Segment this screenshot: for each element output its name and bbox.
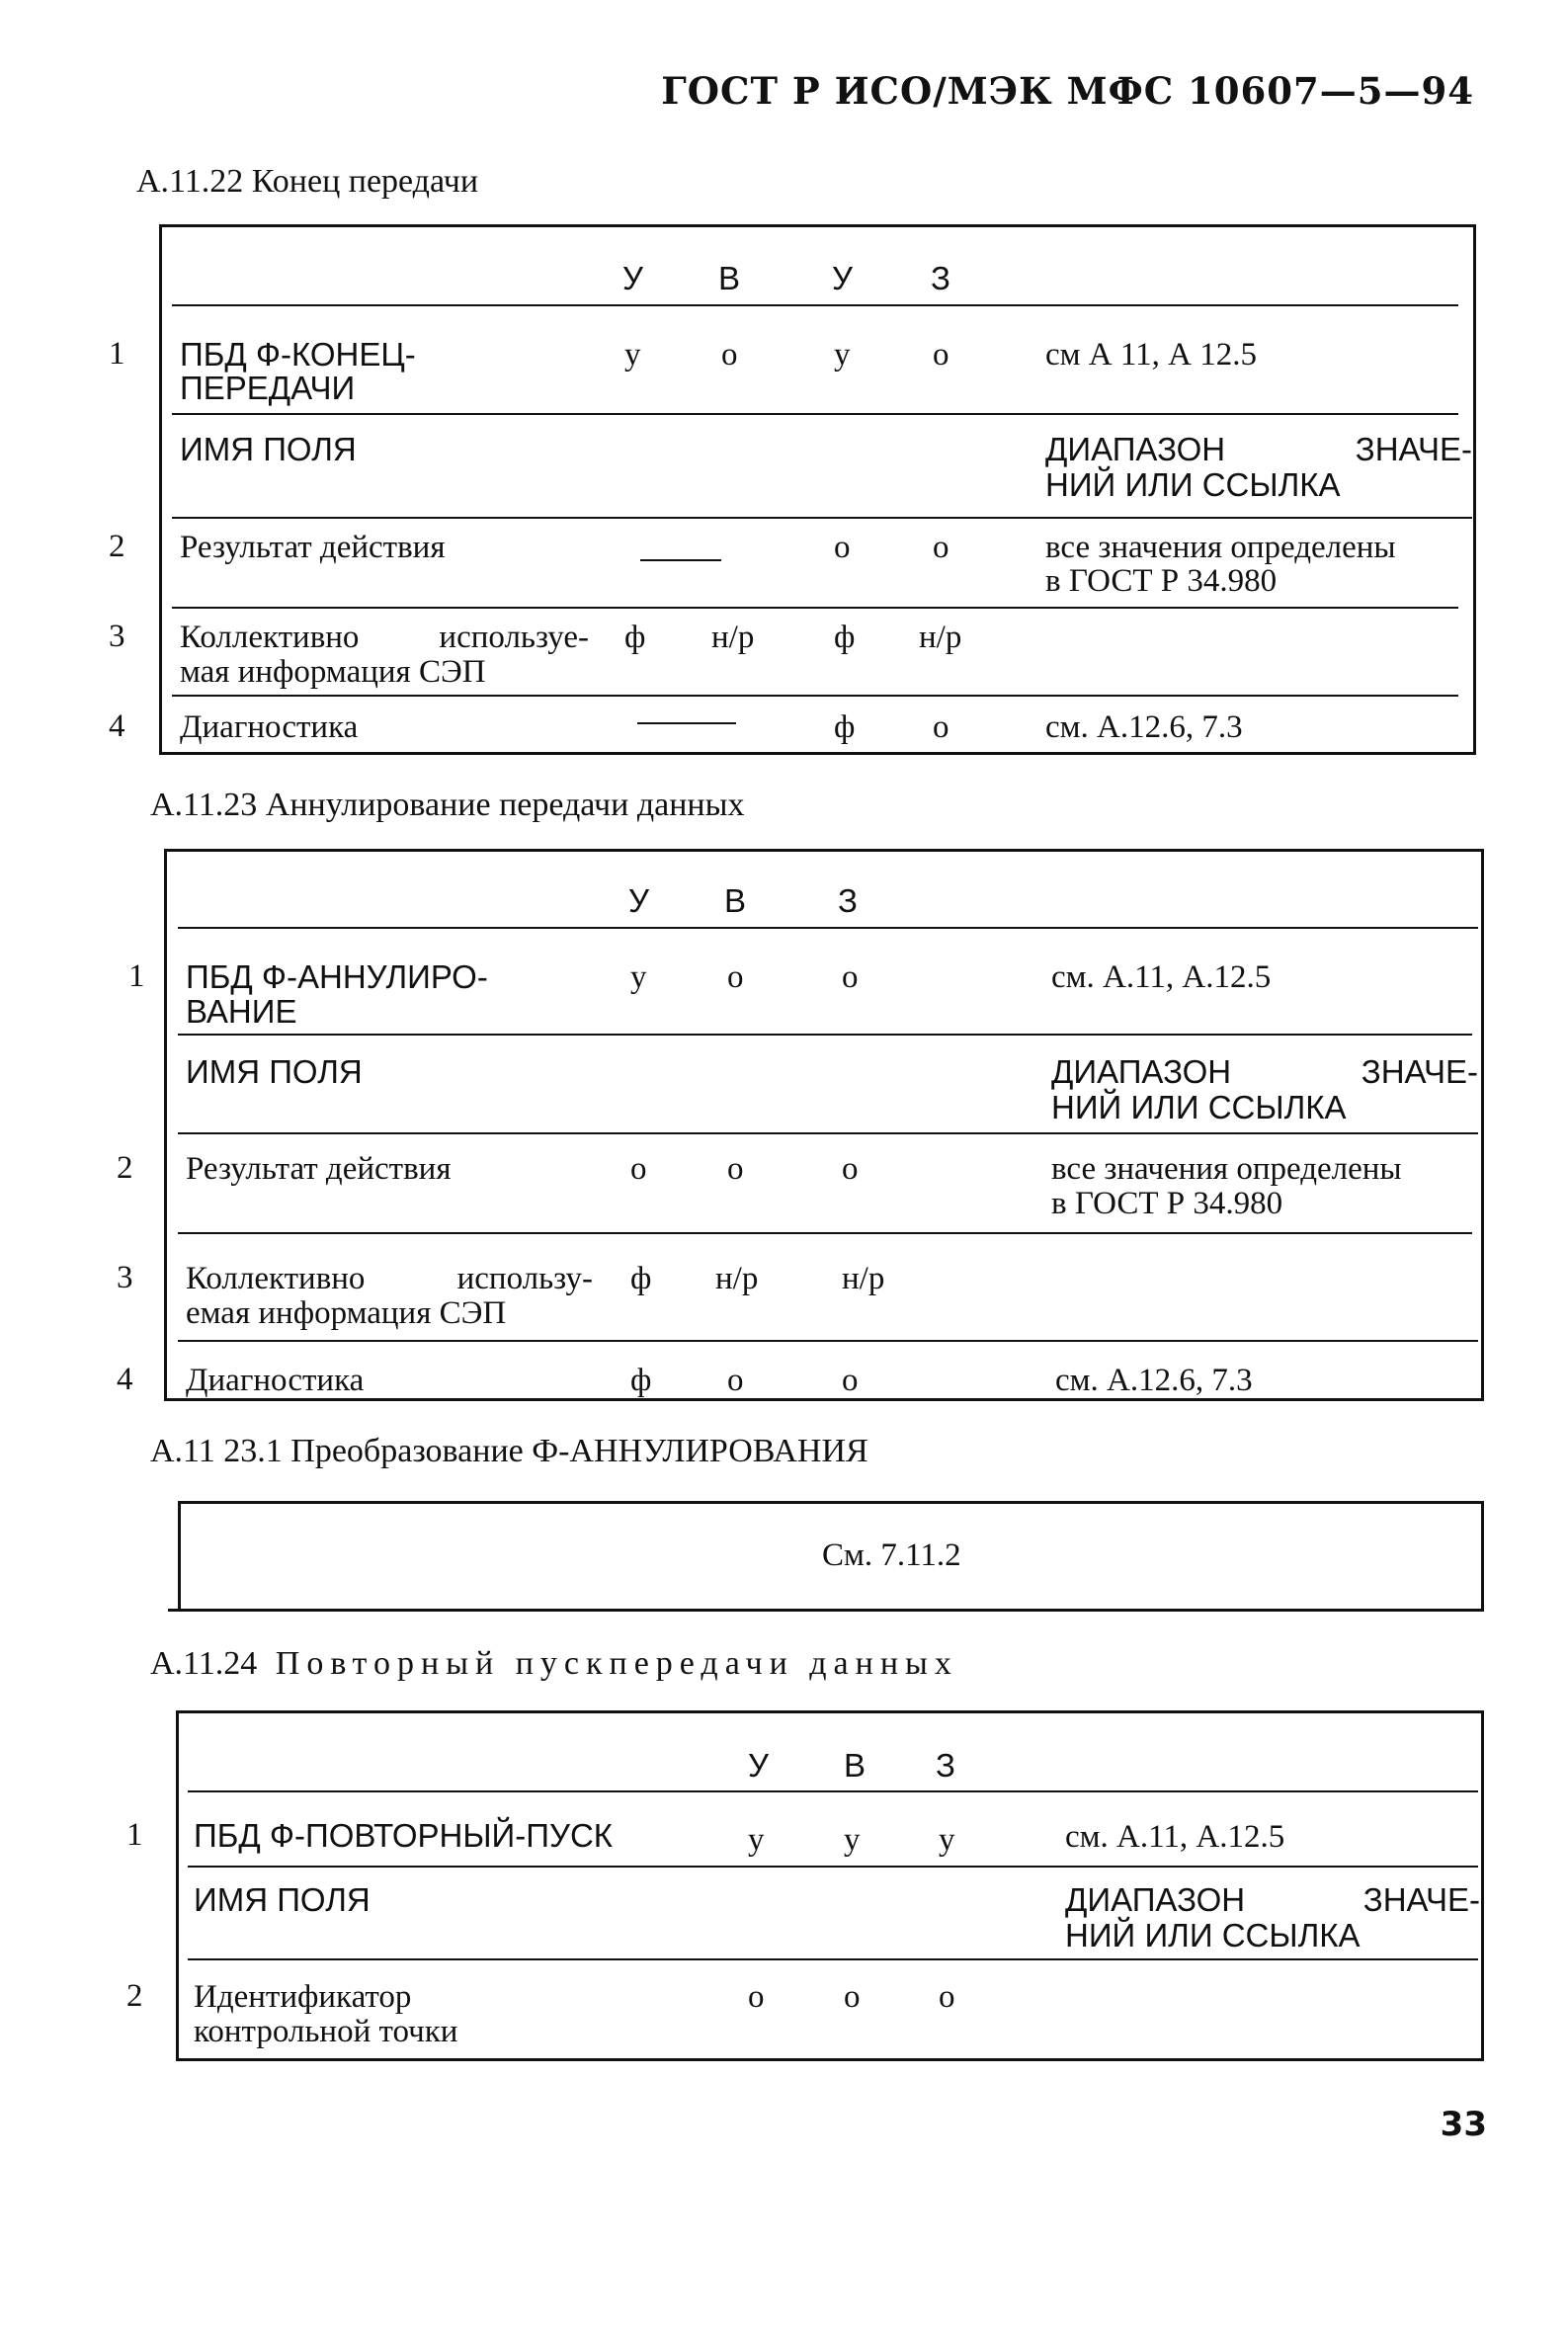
row-number: 4	[109, 708, 125, 744]
cell-value: у	[939, 1822, 955, 1858]
row-divider	[178, 1132, 1478, 1134]
field-name: Результат действия	[180, 530, 446, 565]
table-right-rule	[1481, 849, 1484, 1399]
section-title-a11-24: А.11.24 Повторный пускпередачи данных	[150, 1645, 958, 1682]
field-name: Диагностика	[180, 709, 359, 745]
range-header: НИЙ ИЛИ ССЫЛКА	[1051, 1089, 1347, 1125]
cell-value: о	[933, 337, 949, 373]
cell-value: о	[834, 530, 851, 565]
table-left-rule	[164, 849, 167, 1399]
pdu-name: ПБД Ф-КОНЕЦ-	[180, 336, 416, 373]
pdu-name: ПБД Ф-АННУЛИРО-	[186, 958, 488, 995]
section-title-a11-23-1: А.11 23.1 Преобразование Ф-АННУЛИРОВАНИЯ	[150, 1433, 868, 1469]
cell-value: ф	[834, 620, 856, 655]
section-title-a11-23: А.11.23 Аннулирование передачи данных	[150, 787, 745, 823]
range-header: ДИАПАЗОН ЗНАЧЕ-	[1045, 431, 1472, 467]
col-header: В	[724, 882, 747, 919]
col-header: В	[718, 260, 741, 296]
reference: в ГОСТ Р 34.980	[1045, 563, 1278, 599]
col-header: У	[628, 882, 649, 919]
cell-value: о	[939, 1979, 955, 2015]
field-name: мая информация СЭП	[180, 654, 486, 690]
field-name: Диагностика	[186, 1363, 365, 1398]
table-top-rule	[176, 1710, 1484, 1713]
table-right-rule	[1481, 1710, 1484, 2059]
col-header: З	[936, 1747, 955, 1784]
dash-mark	[640, 559, 721, 561]
col-header: В	[844, 1747, 867, 1784]
table-left-rule	[178, 1501, 181, 1610]
cell-value: о	[842, 1151, 859, 1187]
pdu-name: ПЕРЕДАЧИ	[180, 370, 356, 406]
cell-value: о	[933, 530, 949, 565]
reference: см. А.12.6, 7.3	[1055, 1363, 1253, 1398]
cell-value: н/р	[919, 620, 962, 655]
col-header: У	[748, 1747, 769, 1784]
cell-value: у	[630, 959, 647, 995]
field-name: контрольной точки	[194, 2014, 458, 2049]
col-header: У	[622, 260, 643, 296]
reference: см. А.11, А.12.5	[1051, 959, 1272, 995]
range-header: ДИАПАЗОН ЗНАЧЕ-	[1051, 1053, 1478, 1090]
range-header: НИЙ ИЛИ ССЫЛКА	[1045, 466, 1341, 503]
cell-value: н/р	[842, 1261, 885, 1296]
cell-value: о	[842, 1363, 859, 1398]
row-divider	[172, 607, 1458, 609]
field-name: Идентификатор	[194, 1979, 412, 2015]
row-number: 1	[126, 1817, 143, 1853]
cell-value: у	[834, 337, 851, 373]
row-number: 4	[117, 1362, 133, 1397]
col-header: У	[832, 260, 853, 296]
cell-value: у	[844, 1822, 861, 1858]
cell-value: у	[624, 337, 641, 373]
row-number: 3	[117, 1260, 133, 1295]
cell-value: о	[748, 1979, 765, 2015]
row-number: 2	[126, 1978, 143, 2014]
row-number: 1	[109, 336, 125, 372]
cell-value: о	[727, 959, 744, 995]
pdu-name: ВАНИЕ	[186, 993, 297, 1030]
row-divider	[178, 1034, 1472, 1036]
table-bottom-rule	[168, 1609, 1484, 1612]
section-title-a11-22: А.11.22 Конец передачи	[136, 163, 479, 200]
col-header: З	[838, 882, 858, 919]
cell-value: ф	[630, 1363, 652, 1398]
cell-value: н/р	[715, 1261, 759, 1296]
row-divider	[178, 1340, 1478, 1342]
row-number: 1	[128, 958, 145, 994]
cell-value: о	[721, 337, 738, 373]
row-divider	[188, 1866, 1478, 1868]
cell-value: н/р	[711, 620, 755, 655]
field-name: Коллективно использу-	[186, 1261, 593, 1296]
cross-reference: См. 7.11.2	[822, 1537, 961, 1573]
row-divider	[172, 304, 1458, 306]
row-number: 2	[117, 1150, 133, 1186]
row-number: 2	[109, 529, 125, 564]
cell-value: о	[727, 1151, 744, 1187]
reference: см. А.12.6, 7.3	[1045, 709, 1243, 745]
cell-value: ф	[630, 1261, 652, 1296]
field-name-header: ИМЯ ПОЛЯ	[194, 1881, 371, 1918]
cell-value: о	[844, 1979, 861, 2015]
range-header: НИЙ ИЛИ ССЫЛКА	[1065, 1917, 1361, 1953]
table-right-rule	[1481, 1501, 1484, 1610]
row-number: 3	[109, 619, 125, 654]
table-top-rule	[178, 1501, 1484, 1504]
row-divider	[172, 517, 1472, 519]
table-left-rule	[159, 224, 162, 753]
table-left-rule	[176, 1710, 179, 2059]
running-header: ГОСТ Р ИСО/МЭК МФС 10607—5—94	[661, 69, 1474, 113]
col-header: З	[931, 260, 950, 296]
field-name: Коллективно используе-	[180, 620, 589, 655]
field-name-header: ИМЯ ПОЛЯ	[186, 1053, 363, 1090]
cell-value: о	[933, 709, 949, 745]
reference: в ГОСТ Р 34.980	[1051, 1186, 1283, 1221]
row-divider	[188, 1790, 1478, 1792]
field-name: Результат действия	[186, 1151, 452, 1187]
page-number: 33	[1440, 2105, 1487, 2144]
cell-value: ф	[834, 709, 856, 745]
field-name: емая информация СЭП	[186, 1295, 507, 1331]
field-name-header: ИМЯ ПОЛЯ	[180, 431, 357, 467]
table-bottom-rule	[159, 752, 1476, 755]
row-divider	[172, 695, 1458, 697]
range-header: ДИАПАЗОН ЗНАЧЕ-	[1065, 1881, 1480, 1918]
cell-value: у	[748, 1822, 765, 1858]
row-divider	[188, 1958, 1478, 1960]
row-divider	[172, 413, 1458, 415]
row-divider	[178, 927, 1478, 929]
row-divider	[178, 1232, 1472, 1234]
table-right-rule	[1473, 224, 1476, 753]
table-bottom-rule	[176, 2058, 1484, 2061]
cell-value: о	[630, 1151, 647, 1187]
cell-value: о	[727, 1363, 744, 1398]
reference: все значения определены	[1045, 530, 1396, 565]
reference: все значения определены	[1051, 1151, 1402, 1187]
cell-value: ф	[624, 620, 646, 655]
pdu-name: ПБД Ф-ПОВТОРНЫЙ-ПУСК	[194, 1817, 614, 1854]
reference: см А 11, А 12.5	[1045, 337, 1257, 373]
table-top-rule	[164, 849, 1484, 852]
dash-mark	[637, 722, 736, 724]
table-top-rule	[159, 224, 1476, 227]
reference: см. А.11, А.12.5	[1065, 1819, 1285, 1855]
cell-value: о	[842, 959, 859, 995]
